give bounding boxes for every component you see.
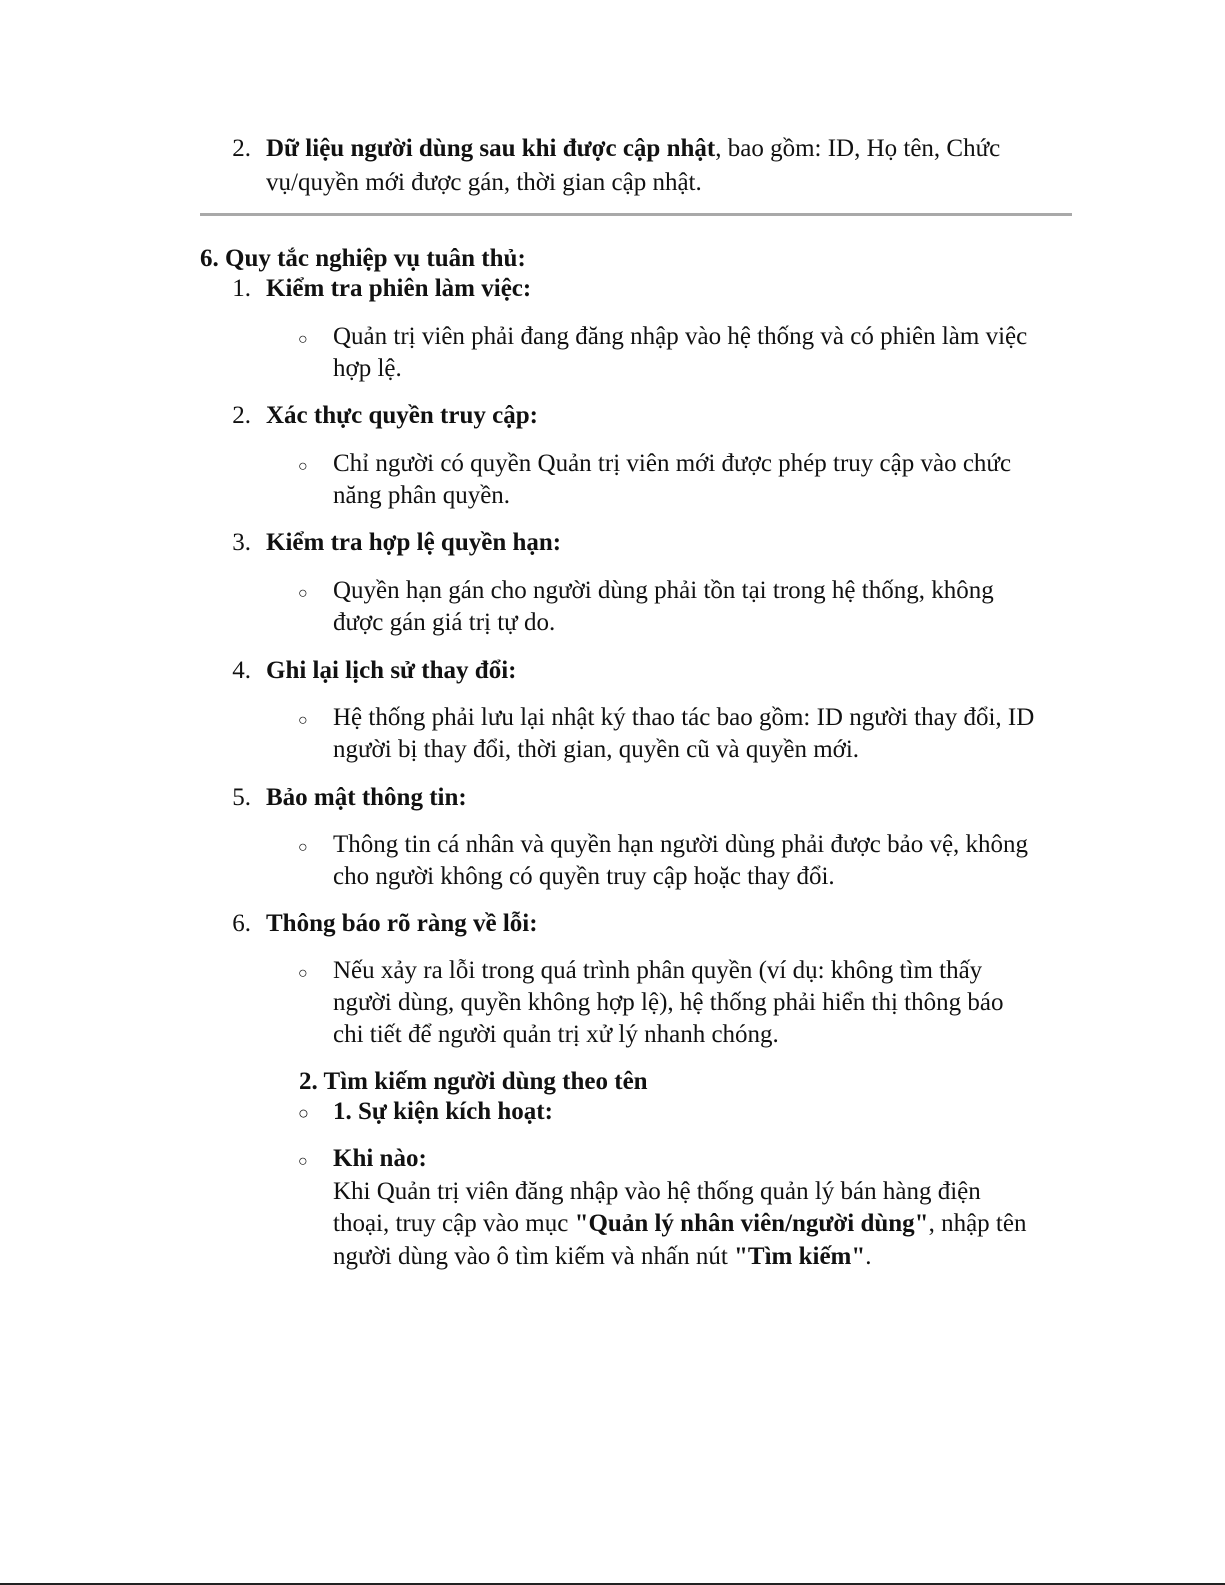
rule-title: Bảo mật thông tin: (266, 784, 467, 811)
circle-bullet-icon: ○ (298, 712, 308, 729)
top-item-bold: Dữ liệu người dùng sau khi được cập nhật (266, 135, 716, 162)
when-label: Khi nào: (333, 1145, 427, 1172)
top-item-line1 (266, 133, 1000, 165)
rule-text-line: người dùng, quyền không hợp lệ), hệ thống phải hiển thị thông báo (333, 989, 1004, 1016)
when-text: người dùng vào ô tìm kiếm và nhấn nút (333, 1243, 735, 1270)
circle-bullet-icon: ○ (298, 585, 308, 602)
rule-text-line: Thông tin cá nhân và quyền hạn người dùng phải được bảo vệ, không (333, 831, 1029, 858)
when-text: , nhập tên (928, 1210, 1027, 1237)
circle-bullet-icon: ○ (298, 331, 308, 348)
circle-bullet-icon: ○ (298, 965, 308, 982)
rule-number: 6. (232, 910, 251, 937)
rule-number: 4. (232, 657, 251, 684)
when-line (333, 1241, 872, 1273)
horizontal-divider (200, 213, 1072, 216)
rule-text-line: chi tiết để người quản trị xử lý nhanh chóng. (333, 1021, 779, 1048)
circle-bullet-icon: ○ (298, 458, 308, 475)
top-item-rest: , bao gồm: ID, Họ tên, Chức (715, 135, 1001, 162)
circle-bullet-icon: ○ (298, 1153, 308, 1170)
rule-number: 2. (232, 402, 251, 429)
rule-text-line: Hệ thống phải lưu lại nhật ký thao tác bao gồm: ID người thay đổi, ID (333, 704, 1035, 731)
rule-text-line: Nếu xảy ra lỗi trong quá trình phân quyền (ví dụ: không tìm thấy (333, 957, 983, 984)
rule-number: 3. (232, 529, 251, 556)
rule-text-line: cho người không có quyền truy cập hoặc thay đổi. (333, 863, 835, 890)
rule-text-line: Quyền hạn gán cho người dùng phải tồn tại trong hệ thống, không (333, 577, 994, 604)
rule-text-line: được gán giá trị tự do. (333, 609, 556, 636)
rule-number: 5. (232, 784, 251, 811)
when-line (333, 1208, 1026, 1240)
button-name: "Tìm kiếm" (734, 1243, 866, 1270)
circle-bullet-icon: ○ (298, 839, 308, 856)
subsection-heading: 2. Tìm kiếm người dùng theo tên (299, 1068, 648, 1095)
circle-bullet-icon: ○ (298, 1103, 309, 1123)
rule-title: Ghi lại lịch sử thay đổi: (266, 657, 517, 684)
rule-text-line: Quản trị viên phải đang đăng nhập vào hệ thống và có phiên làm việc (333, 323, 1028, 350)
rule-title: Xác thực quyền truy cập: (266, 402, 538, 429)
trigger-heading: 1. Sự kiện kích hoạt: (333, 1098, 553, 1125)
rule-text-line: Chỉ người có quyền Quản trị viên mới được phép truy cập vào chức (333, 450, 1012, 477)
rule-title: Thông báo rõ ràng về lỗi: (266, 910, 538, 937)
rule-number: 1. (232, 275, 251, 302)
section6-heading: 6. Quy tắc nghiệp vụ tuân thủ: (200, 245, 526, 272)
rule-text-line: hợp lệ. (333, 355, 402, 382)
when-line: Khi Quản trị viên đăng nhập vào hệ thống quản lý bán hàng điện (333, 1178, 981, 1205)
when-text: . (865, 1243, 872, 1270)
top-item-number: 2. (232, 135, 251, 162)
top-item-line2: vụ/quyền mới được gán, thời gian cập nhật. (266, 169, 702, 196)
rule-title: Kiểm tra phiên làm việc: (266, 275, 532, 302)
rule-text-line: năng phân quyền. (333, 482, 511, 509)
rule-text-line: người bị thay đổi, thời gian, quyền cũ và quyền mới. (333, 736, 860, 763)
when-text: thoại, truy cập vào mục (333, 1210, 575, 1237)
rule-title: Kiểm tra hợp lệ quyền hạn: (266, 529, 562, 556)
menu-name: "Quản lý nhân viên/người dùng" (574, 1210, 929, 1237)
